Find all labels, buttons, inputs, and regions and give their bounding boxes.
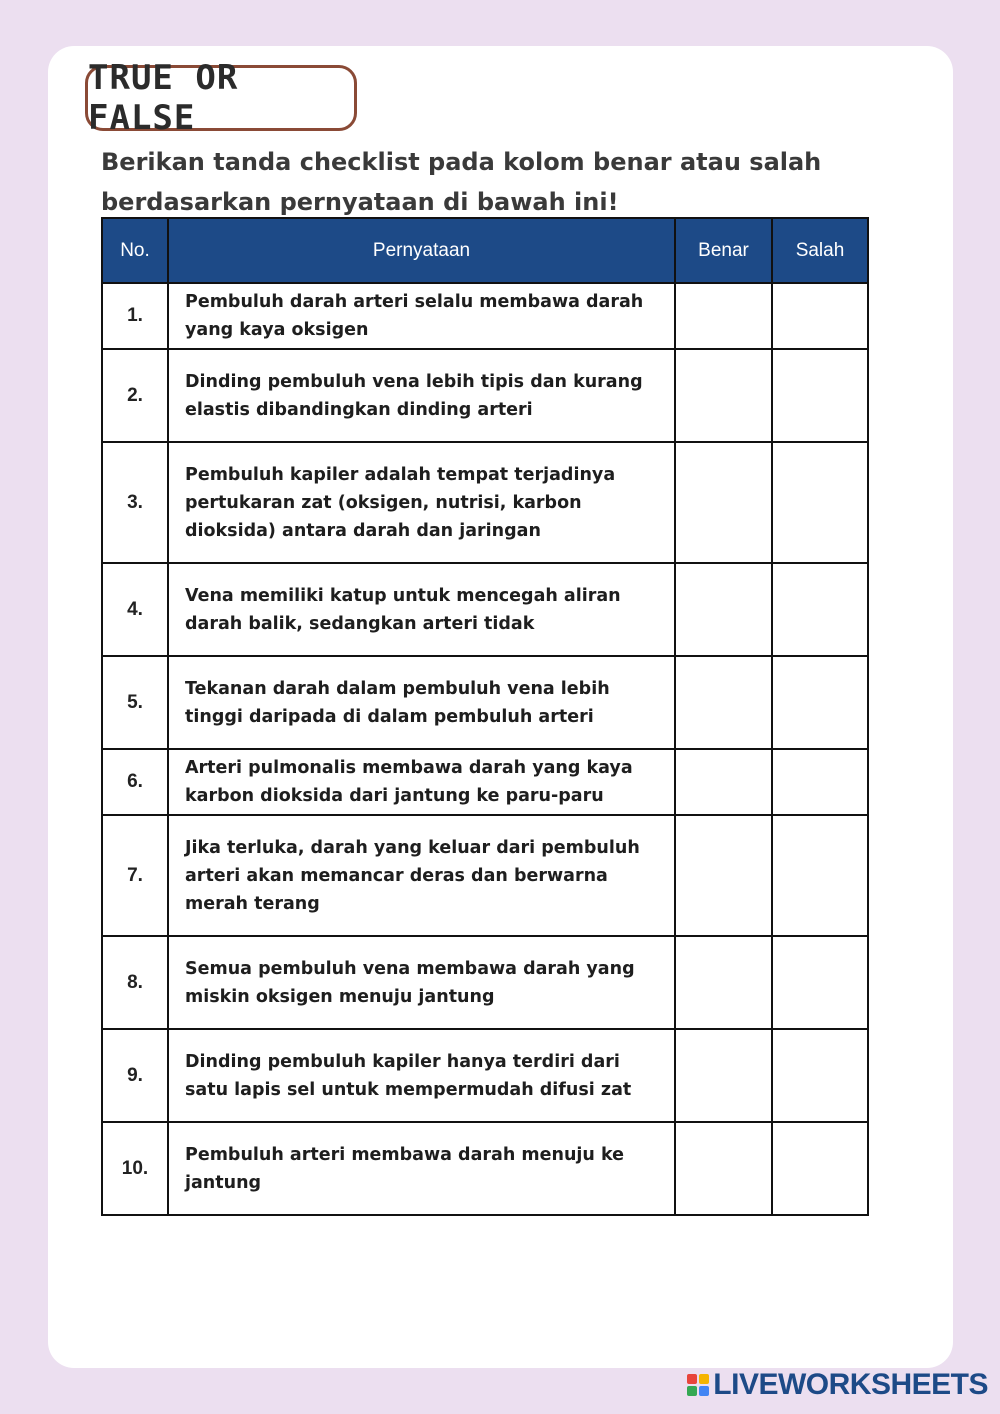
liveworksheets-logo-icon <box>687 1374 709 1396</box>
statement-text: Pembuluh darah arteri selalu membawa darah yang kaya oksigen <box>168 283 675 349</box>
table-row <box>102 349 868 442</box>
row-number: 8. <box>102 936 168 1029</box>
logo-square <box>687 1374 697 1384</box>
statement-text: Pembuluh arteri membawa darah menuju ke jantung <box>168 1122 675 1215</box>
true-false-table <box>101 217 869 1216</box>
row-number: 1. <box>102 283 168 349</box>
row-number: 9. <box>102 1029 168 1122</box>
row-number: 10. <box>102 1122 168 1215</box>
row-number: 3. <box>102 442 168 563</box>
logo-square <box>699 1386 709 1396</box>
answer-true-cell[interactable] <box>675 442 772 563</box>
row-number: 6. <box>102 749 168 815</box>
table-row <box>102 1122 868 1215</box>
answer-false-cell[interactable] <box>772 749 868 815</box>
answer-false-cell[interactable] <box>772 283 868 349</box>
answer-false-cell[interactable] <box>772 1029 868 1122</box>
answer-true-cell[interactable] <box>675 1029 772 1122</box>
statement-text: Jika terluka, darah yang keluar dari pembuluh arteri akan memancar deras dan berwarna merah terang <box>168 815 675 936</box>
answer-false-cell[interactable] <box>772 815 868 936</box>
statement-text: Tekanan darah dalam pembuluh vena lebih tinggi daripada di dalam pembuluh arteri <box>168 656 675 749</box>
brand-name: LIVEWORKSHEETS <box>713 1368 988 1401</box>
answer-false-cell[interactable] <box>772 936 868 1029</box>
answer-true-cell[interactable] <box>675 815 772 936</box>
table-row <box>102 936 868 1029</box>
answer-true-cell[interactable] <box>675 563 772 656</box>
answer-false-cell[interactable] <box>772 656 868 749</box>
answer-false-cell[interactable] <box>772 442 868 563</box>
statement-text: Pembuluh kapiler adalah tempat terjadinya pertukaran zat (oksigen, nutrisi, karbon dioksida) antara darah dan jaringan <box>168 442 675 563</box>
answer-true-cell[interactable] <box>675 1122 772 1215</box>
table-row <box>102 815 868 936</box>
header-no: No. <box>102 218 168 283</box>
statement-text: Arteri pulmonalis membawa darah yang kaya karbon dioksida dari jantung ke paru-paru <box>168 749 675 815</box>
answer-true-cell[interactable] <box>675 656 772 749</box>
table-row <box>102 1029 868 1122</box>
row-number: 5. <box>102 656 168 749</box>
instruction-text: Berikan tanda checklist pada kolom benar atau salah berdasarkan pernyataan di bawah ini! <box>101 148 822 216</box>
statement-text: Dinding pembuluh kapiler hanya terdiri dari satu lapis sel untuk mempermudah difusi zat <box>168 1029 675 1122</box>
statement-text: Vena memiliki katup untuk mencegah aliran darah balik, sedangkan arteri tidak <box>168 563 675 656</box>
answer-true-cell[interactable] <box>675 349 772 442</box>
answer-false-cell[interactable] <box>772 563 868 656</box>
statement-text: Dinding pembuluh vena lebih tipis dan kurang elastis dibandingkan dinding arteri <box>168 349 675 442</box>
answer-true-cell[interactable] <box>675 936 772 1029</box>
answer-true-cell[interactable] <box>675 749 772 815</box>
table-row <box>102 749 868 815</box>
table-row <box>102 656 868 749</box>
row-number: 2. <box>102 349 168 442</box>
logo-square <box>699 1374 709 1384</box>
table-row <box>102 283 868 349</box>
table-row <box>102 563 868 656</box>
table-header-row <box>102 218 868 283</box>
answer-true-cell[interactable] <box>675 283 772 349</box>
statement-text: Semua pembuluh vena membawa darah yang miskin oksigen menuju jantung <box>168 936 675 1029</box>
liveworksheets-brand <box>687 1368 988 1402</box>
answer-false-cell[interactable] <box>772 349 868 442</box>
row-number: 7. <box>102 815 168 936</box>
header-true: Benar <box>675 218 772 283</box>
answer-false-cell[interactable] <box>772 1122 868 1215</box>
table-row <box>102 442 868 563</box>
worksheet-title: TRUE OR FALSE <box>85 65 357 131</box>
header-false: Salah <box>772 218 868 283</box>
row-number: 4. <box>102 563 168 656</box>
logo-square <box>687 1386 697 1396</box>
header-statement: Pernyataan <box>168 218 675 283</box>
